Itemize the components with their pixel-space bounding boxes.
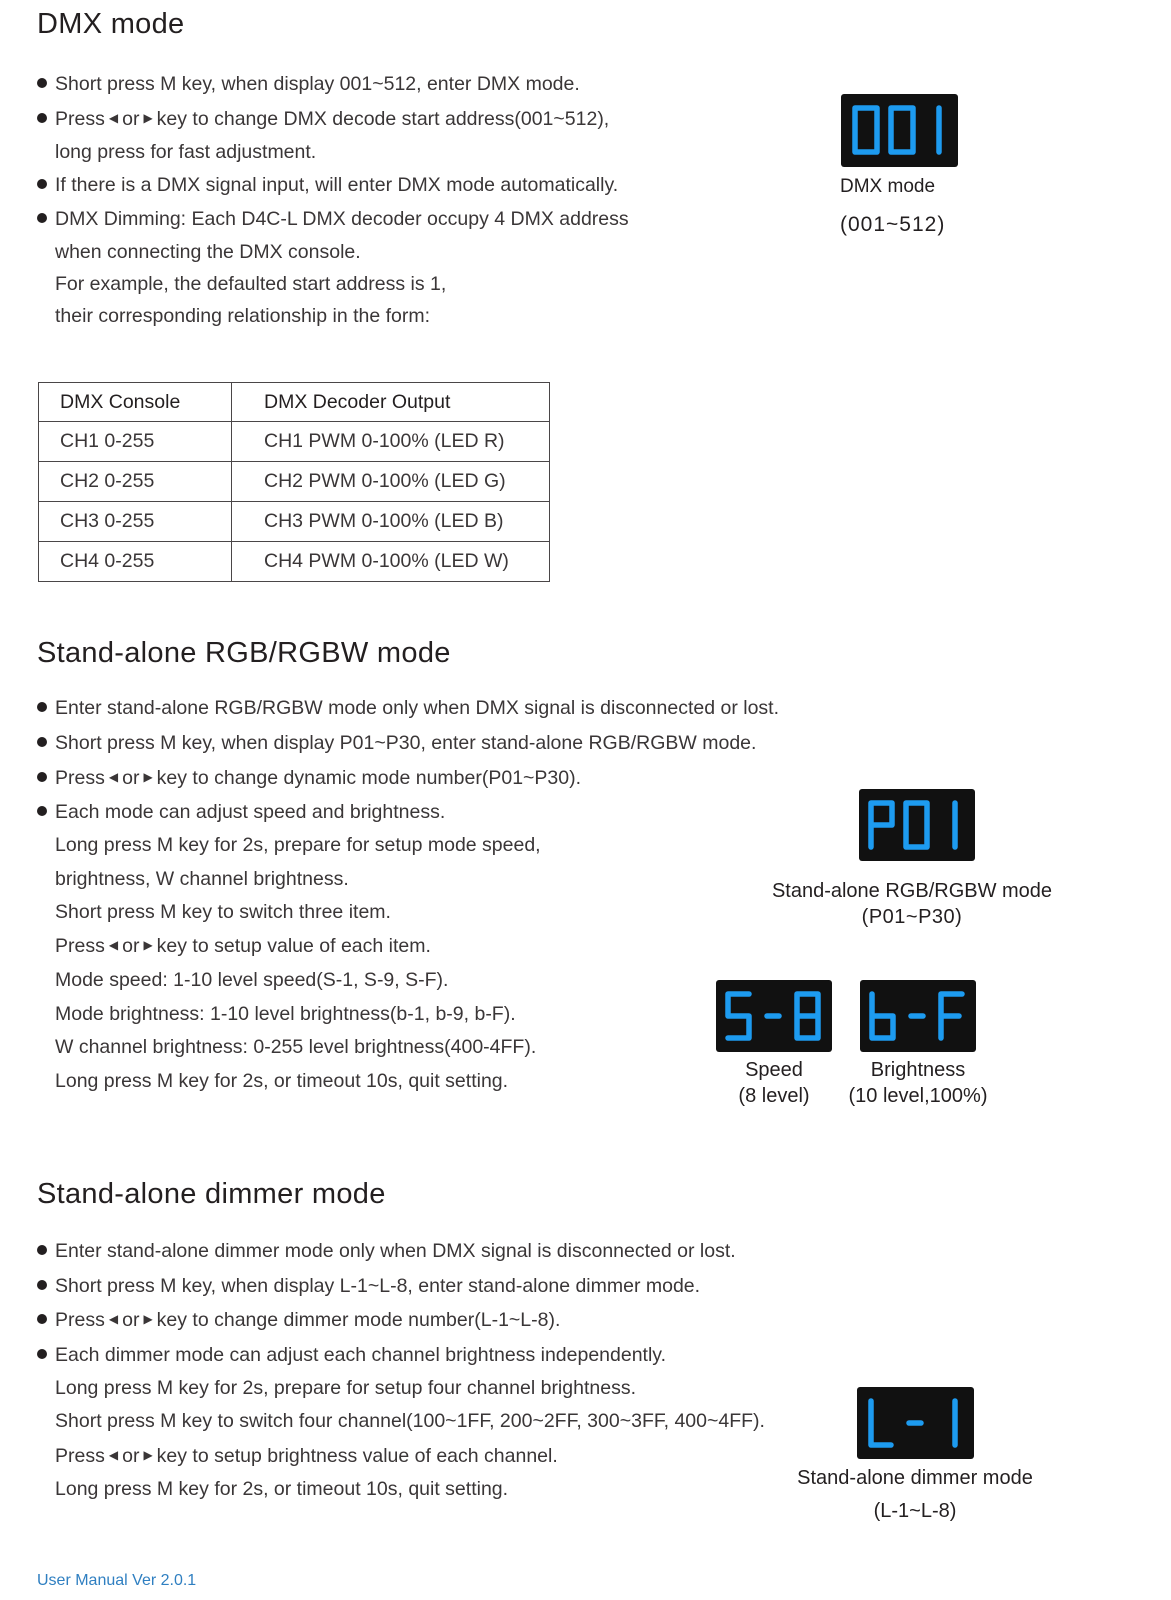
- led-display-l1: [857, 1387, 974, 1459]
- list-item: Short press M key, when display L-1~L-8, enter stand-alone dimmer mode.: [37, 1275, 700, 1298]
- table-cell: CH2 PWM 0-100% (LED G): [232, 462, 550, 502]
- table-cell: CH3 0-255: [39, 502, 232, 542]
- dmx-mapping-table: [38, 382, 550, 582]
- table-cell: CH4 PWM 0-100% (LED W): [232, 542, 550, 582]
- bullet-icon: [37, 1245, 47, 1255]
- table-cell: CH4 0-255: [39, 542, 232, 582]
- list-item: W channel brightness: 0-255 level brightness(400-4FF).: [55, 1036, 537, 1058]
- display-caption: Stand-alone RGB/RGBW mode: [771, 880, 1053, 902]
- list-item: For example, the defaulted start address is 1,: [55, 273, 447, 295]
- left-arrow-icon: ◀: [108, 937, 119, 952]
- list-item: Press ◀ or ▶ key to change dimmer mode number(L-1~L-8).: [37, 1309, 560, 1332]
- table-row: [39, 542, 550, 582]
- section-title-dmx: DMX mode: [37, 8, 185, 40]
- table-cell: CH2 0-255: [39, 462, 232, 502]
- table-header: DMX Decoder Output: [232, 383, 550, 422]
- list-item: Each dimmer mode can adjust each channel brightness independently.: [37, 1344, 666, 1367]
- display-range: (P01~P30): [861, 906, 963, 928]
- list-item: Long press M key for 2s, prepare for setup mode speed,: [55, 834, 541, 856]
- left-arrow-icon: ◀: [108, 110, 119, 125]
- section-title-dimmer: Stand-alone dimmer mode: [37, 1178, 386, 1210]
- table-header: DMX Console: [39, 383, 232, 422]
- display-caption: Stand-alone dimmer mode: [797, 1467, 1033, 1489]
- footer-version: User Manual Ver 2.0.1: [37, 1572, 197, 1589]
- bullet-icon: [37, 78, 47, 88]
- display-caption: DMX mode: [840, 176, 936, 197]
- list-item: Long press M key for 2s, prepare for setup four channel brightness.: [55, 1377, 636, 1399]
- bullet-icon: [37, 737, 47, 747]
- left-arrow-icon: ◀: [108, 1447, 119, 1462]
- led-display-speed: [716, 980, 832, 1052]
- list-item: their corresponding relationship in the form:: [55, 305, 431, 327]
- table-cell: CH1 0-255: [39, 422, 232, 462]
- list-item: Long press M key for 2s, or timeout 10s, quit setting.: [55, 1478, 509, 1500]
- bullet-icon: [37, 113, 47, 123]
- list-item: Press ◀ or ▶ key to change DMX decode start address(001~512),: [37, 108, 609, 131]
- table-cell: CH1 PWM 0-100% (LED R): [232, 422, 550, 462]
- right-arrow-icon: ▶: [143, 937, 153, 952]
- table-row: [39, 422, 550, 462]
- right-arrow-icon: ▶: [143, 769, 153, 784]
- bullet-icon: [37, 1349, 47, 1359]
- led-display-001: [841, 94, 958, 167]
- led-display-p01: [859, 789, 975, 861]
- speed-sub: (8 level): [738, 1085, 810, 1107]
- bullet-icon: [37, 179, 47, 189]
- bullet-icon: [37, 1314, 47, 1324]
- table-row: [39, 502, 550, 542]
- list-item: Mode speed: 1-10 level speed(S-1, S-9, S-F).: [55, 969, 449, 991]
- segment-digits-icon: [859, 789, 975, 861]
- list-item: Short press M key, when display P01~P30, enter stand-alone RGB/RGBW mode.: [37, 732, 756, 755]
- list-item: Long press M key for 2s, or timeout 10s, quit setting.: [55, 1070, 509, 1092]
- display-range: (L-1~L-8): [873, 1500, 957, 1522]
- right-arrow-icon: ▶: [143, 1311, 153, 1326]
- list-item: Press ◀ or ▶ key to setup value of each item.: [55, 935, 431, 957]
- list-item: Short press M key to switch four channel(100~1FF, 200~2FF, 300~3FF, 400~4FF).: [55, 1410, 765, 1432]
- list-item: Press ◀ or ▶ key to change dynamic mode number(P01~P30).: [37, 767, 581, 790]
- list-item: Each mode can adjust speed and brightness.: [37, 801, 445, 824]
- brightness-sub: (10 level,100%): [848, 1085, 988, 1107]
- bullet-icon: [37, 806, 47, 816]
- list-item: Short press M key, when display 001~512, enter DMX mode.: [37, 73, 580, 96]
- segment-digits-icon: [841, 94, 958, 167]
- list-item: Enter stand-alone RGB/RGBW mode only when DMX signal is disconnected or lost.: [37, 697, 779, 720]
- list-item: long press for fast adjustment.: [55, 141, 317, 163]
- table-cell: CH3 PWM 0-100% (LED B): [232, 502, 550, 542]
- left-arrow-icon: ◀: [108, 1311, 119, 1326]
- led-display-brightness: [860, 980, 976, 1052]
- right-arrow-icon: ▶: [143, 110, 153, 125]
- list-item: when connecting the DMX console.: [55, 241, 361, 263]
- brightness-caption: Brightness: [870, 1059, 966, 1081]
- table-header-row: [39, 383, 550, 422]
- bullet-icon: [37, 702, 47, 712]
- segment-digits-icon: [860, 980, 976, 1052]
- segment-digits-icon: [716, 980, 832, 1052]
- list-item: DMX Dimming: Each D4C-L DMX decoder occupy 4 DMX address: [37, 208, 629, 231]
- display-range: (001~512): [840, 213, 946, 236]
- section-title-rgb: Stand-alone RGB/RGBW mode: [37, 637, 451, 669]
- right-arrow-icon: ▶: [143, 1447, 153, 1462]
- table-row: [39, 462, 550, 502]
- list-item: Enter stand-alone dimmer mode only when DMX signal is disconnected or lost.: [37, 1240, 736, 1263]
- list-item: Mode brightness: 1-10 level brightness(b-1, b-9, b-F).: [55, 1003, 516, 1025]
- list-item: If there is a DMX signal input, will enter DMX mode automatically.: [37, 174, 618, 197]
- list-item: brightness, W channel brightness.: [55, 868, 349, 890]
- bullet-icon: [37, 772, 47, 782]
- list-item: Short press M key to switch three item.: [55, 901, 391, 923]
- bullet-icon: [37, 213, 47, 223]
- left-arrow-icon: ◀: [108, 769, 119, 784]
- list-item: Press ◀ or ▶ key to setup brightness value of each channel.: [55, 1445, 558, 1467]
- speed-caption: Speed: [745, 1059, 803, 1081]
- bullet-icon: [37, 1280, 47, 1290]
- segment-digits-icon: [857, 1387, 974, 1459]
